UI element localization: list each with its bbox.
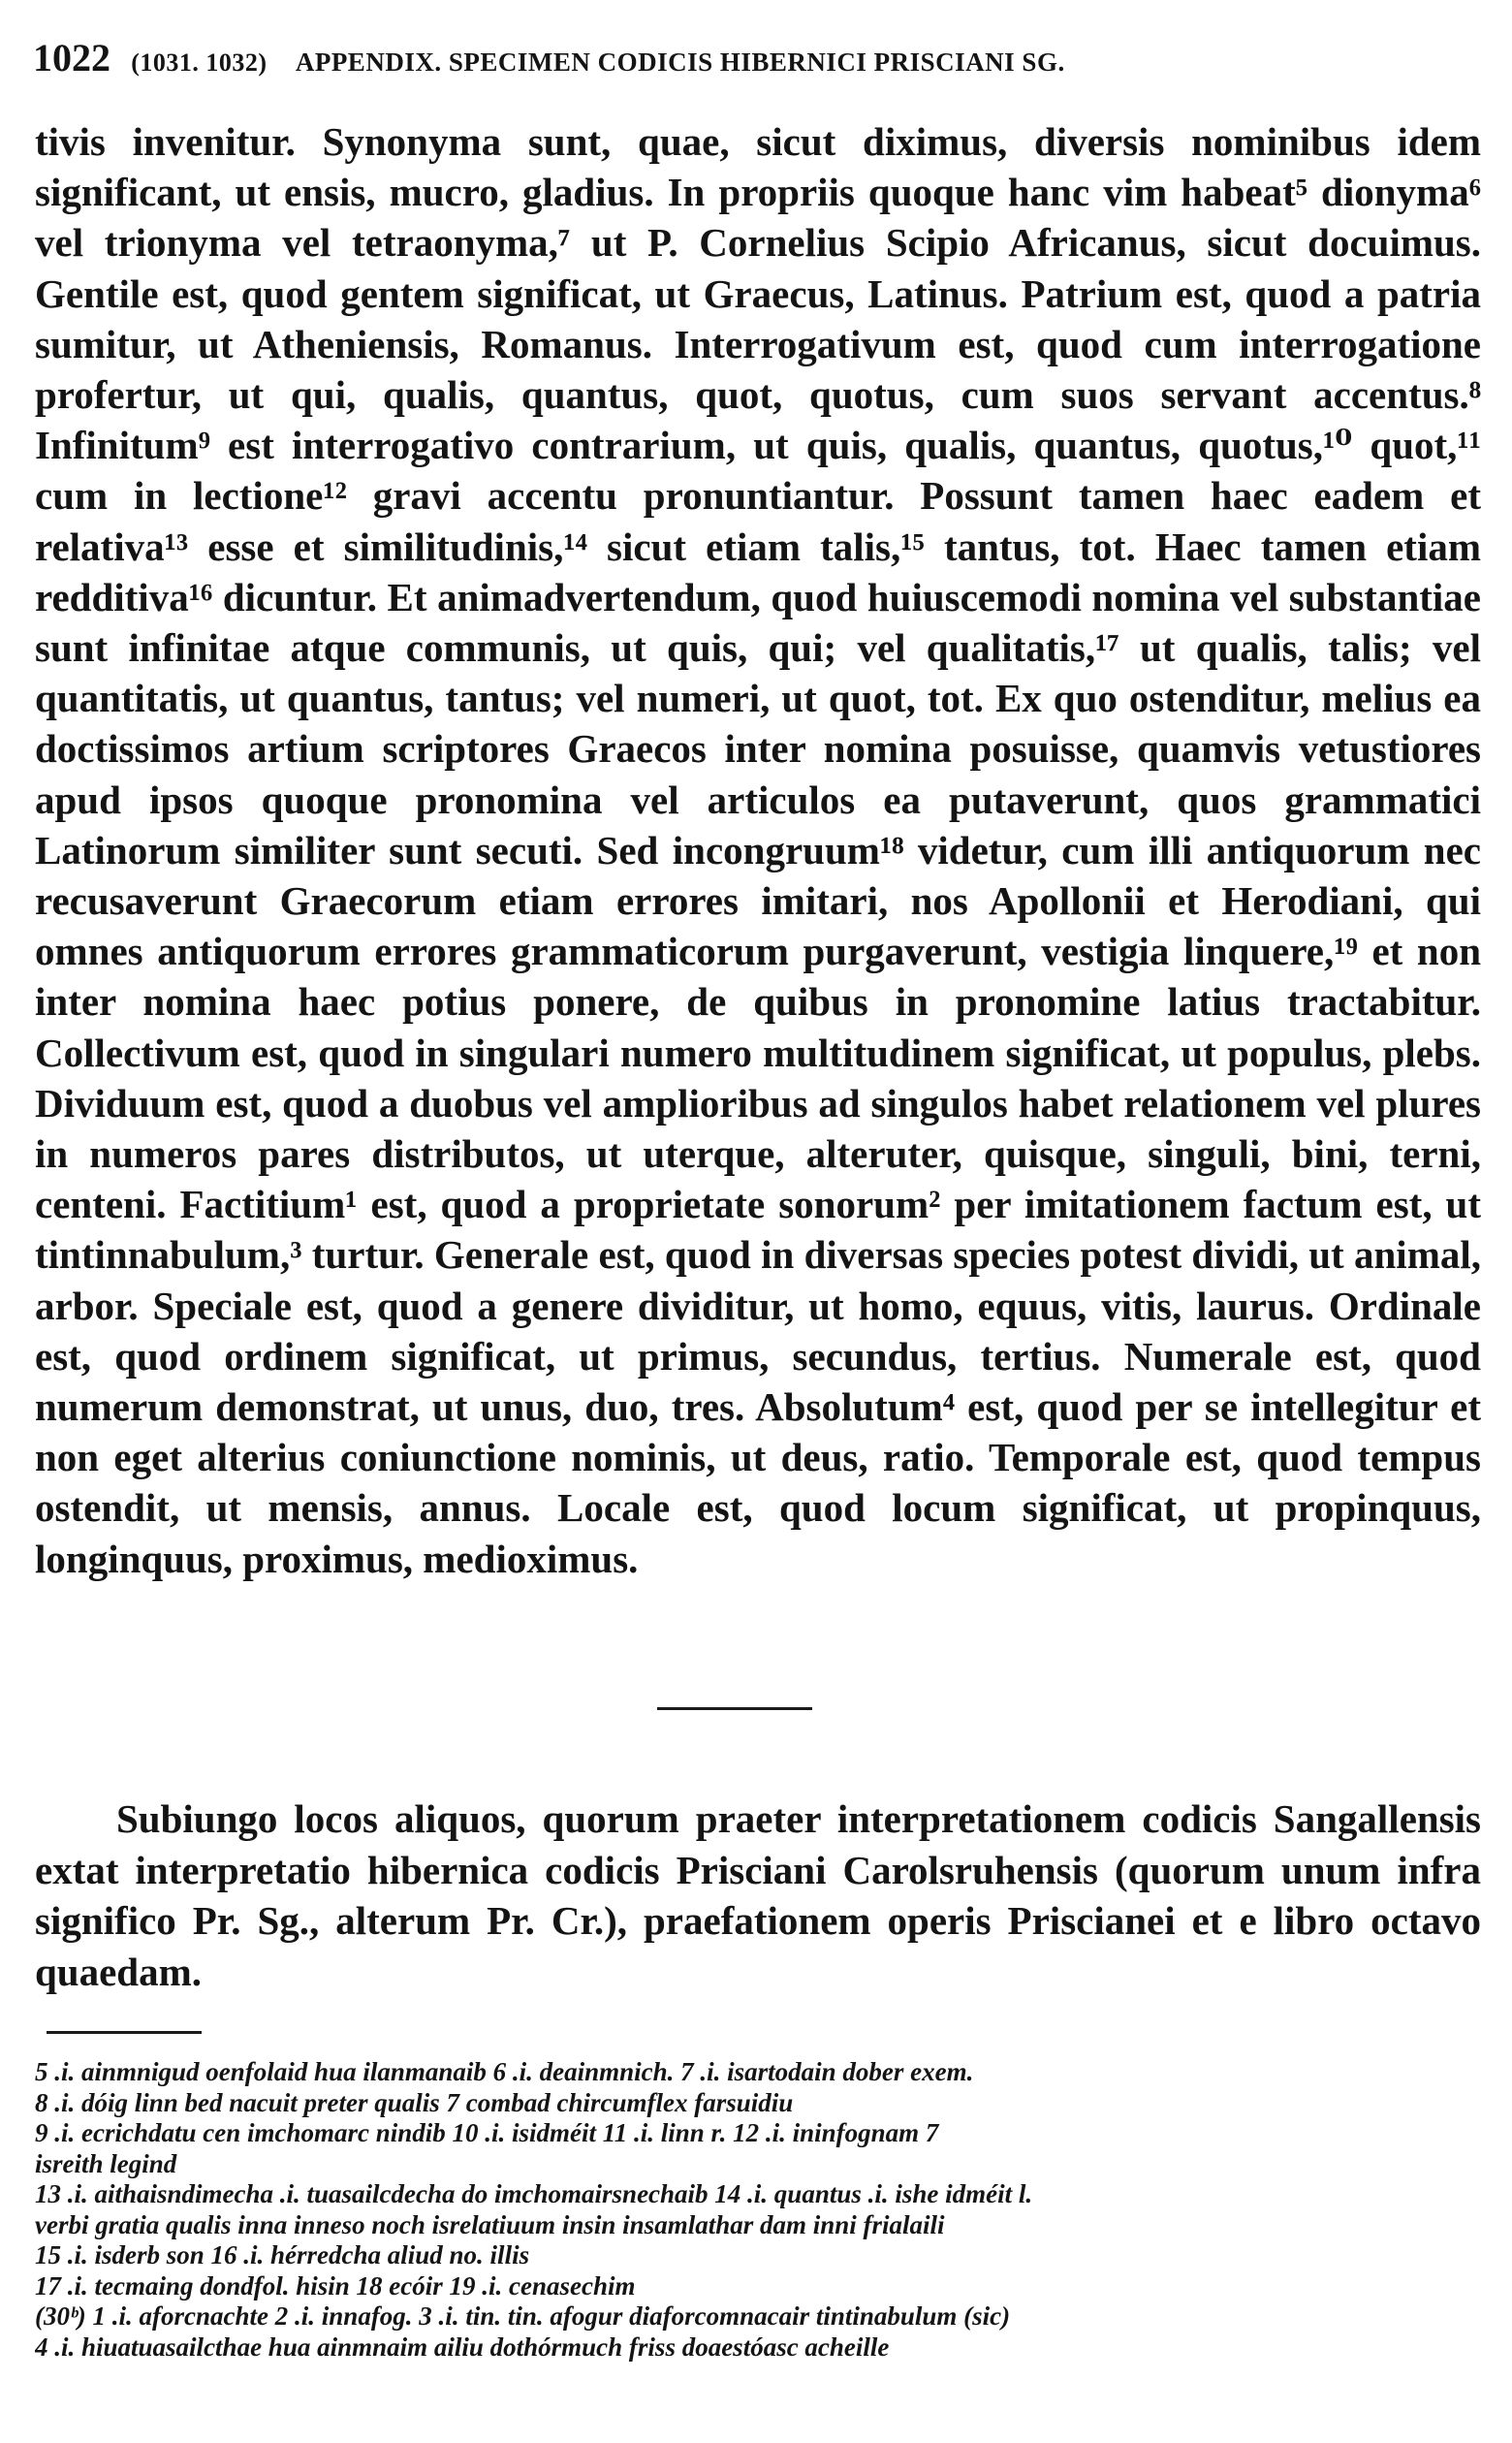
main-text-block (35, 116, 1481, 1584)
column-references: (1031. 1032) (131, 48, 268, 77)
introductory-paragraph-block (35, 1793, 1481, 1997)
footnote-line: verbi gratia qualis inna inneso noch isrelatiuum insin insamlathar dam inni frialaili (35, 2209, 945, 2239)
footnote-line: 5 .i. ainmnigud oenfolaid hua ilanmanaib 6 .i. deainmnich. 7 .i. isartodain dober exem. (35, 2057, 974, 2086)
running-title: APPENDIX. SPECIMEN CODICIS HIBERNICI PRISCIANI SG. (295, 48, 1065, 77)
footnotes (35, 2057, 1481, 2363)
footnote-line: 17 .i. tecmaing dondfol. hisin 18 ecóir 19 .i. cenasechim (35, 2270, 636, 2300)
page-number: 1022 (33, 36, 110, 79)
footnote-line: 9 .i. ecrichdatu cen imchomarc nindib 10 .i. isidméit 11 .i. linn r. 12 .i. ininfognam 7 (35, 2118, 939, 2147)
footnote-line: 13 .i. aithaisndimecha .i. tuasailcdecha do imchomairsnechaib 14 .i. quantus .i. ishe idméit l. (35, 2179, 1033, 2208)
footnote-line: 8 .i. dóig linn bed nacuit preter qualis 7 combad chircumflex farsuidiu (35, 2087, 794, 2117)
running-header (33, 35, 1487, 93)
introductory-paragraph: Subiungo locos aliquos, quorum praeter interpretationem codicis Sangallensis extat interpretatio hibernica codicis Prisciani Carolsruhensis (quorum unum infra significo Pr. Sg., alterum Pr. Cr.), praefationem operis Priscianei et e libro octavo quaedam. (35, 1796, 1481, 1994)
footnote-line: 4 .i. hiuatuasailcthae hua ainmnaim ailiu dothórmuch friss doaestóasc acheille (35, 2332, 890, 2362)
footnote-rule (47, 2031, 202, 2034)
footnote-line: (30ᵇ) 1 .i. aforcnachte 2 .i. innafog. 3 .i. tin. tin. afogur diaforcomnacair tintinabulum (sic) (35, 2301, 1011, 2331)
footnote-line: 15 .i. isderb son 16 .i. hérredcha aliud no. illis (35, 2240, 530, 2269)
section-divider (657, 1707, 812, 1710)
footnote-line: isreith legind (35, 2148, 177, 2178)
main-paragraph: tivis invenitur. Synonyma sunt, quae, sicut diximus, diversis nominibus idem significant, ut ensis, mucro, gladius. In propriis quoque hanc vim habeat⁵ dionyma⁶ vel trionyma vel tetraonyma,⁷ ut P. Cornelius Scipio Africanus, sicut docuimus. Gentile est, quod gentem significat, ut Graecus, Latinus. Patrium est, quod a patria sumitur, ut Atheniensis, Romanus. Interrogativum est, quod cum interrogatione profertur, ut qui, qualis, quantus, quot, quotus, cum suos servant accentus.⁸ Infinitum⁹ est interrogativo contrarium, ut quis, qualis, quantus, quotus,¹⁰ quot,¹¹ cum in lectione¹² gravi accentu pronuntiantur. Possunt tamen haec eadem et relativa¹³ esse et similitudinis,¹⁴ sicut etiam talis,¹⁵ tantus, tot. Haec tamen etiam redditiva¹⁶ dicuntur. Et animadvertendum, quod huiuscemodi nomina vel substantiae sunt infinitae atque communis, ut quis, qui; vel qualitatis,¹⁷ ut qualis, talis; vel quantitatis, ut quantus, tantus; vel numeri, ut quot, tot. Ex quo ostenditur, melius ea doctissimos artium scriptores Graecos inter nomina posuisse, quamvis vetustiores apud ipsos quoque pronomina vel articulos ea putaverunt, quos grammatici Latinorum similiter sunt secuti. Sed incongruum¹⁸ videtur, cum illi antiquorum nec recusaverunt Graecorum etiam errores imitari, nos Apollonii et Herodiani, qui omnes antiquorum errores grammaticorum purgaverunt, vestigia linquere,¹⁹ et non inter nomina haec potius ponere, de quibus in pronomine latius tractabitur. Collectivum est, quod in singulari numero multitudinem significat, ut populus, plebs. Dividuum est, quod a duobus vel amplioribus ad singulos habet relationem vel plures in numeros pares distributos, ut uterque, alteruter, quisque, singuli, bini, terni, centeni. Factitium¹ est, quod a proprietate sonorum² per imitationem factum est, ut tintinnabulum,³ turtur. Generale est, quod in diversas species potest dividi, ut animal, arbor. Speciale est, quod a genere dividitur, ut homo, equus, vitis, laurus. Ordinale est, quod ordinem significat, ut primus, secundus, tertius. Numerale est, quod numerum demonstrat, ut unus, duo, tres. Absolutum⁴ est, quod per se intellegitur et non eget alterius coniunctione nominis, ut deus, ratio. Temporale est, quod tempus ostendit, ut mensis, annus. Locale est, quod locum significat, ut propinquus, longinquus, proximus, medioximus. (35, 119, 1481, 1581)
